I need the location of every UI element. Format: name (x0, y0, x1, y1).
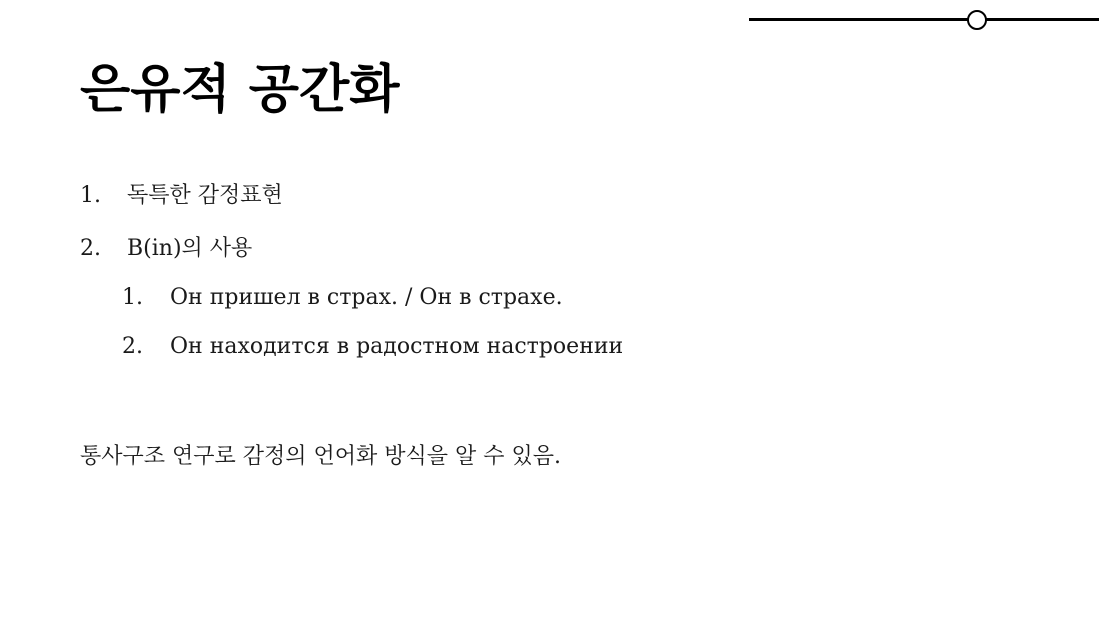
list-item (80, 234, 580, 264)
list-item-number: 1. (80, 183, 101, 208)
sub-list-item (122, 332, 762, 362)
list-item-number: 2. (80, 236, 101, 261)
decorative-circle (967, 10, 987, 30)
sub-list-item-text: Он пришел в страх. / Он в страхе. (170, 285, 563, 310)
summary-text: 통사구조 연구로 감정의 언어화 방식을 알 수 있음. (80, 444, 561, 469)
sub-list-item-text: Он находится в радостном настроении (170, 334, 624, 359)
decorative-line (749, 18, 1099, 21)
slide-title: 은유적 공간화 (80, 60, 400, 120)
sub-list-item-number: 2. (122, 334, 143, 359)
list-item-text: 독특한 감정표현 (127, 183, 283, 208)
sub-list-item-number: 1. (122, 285, 143, 310)
list-item-text: B(in)의 사용 (127, 236, 253, 261)
sub-list-item (122, 283, 762, 313)
list-item (80, 181, 580, 211)
